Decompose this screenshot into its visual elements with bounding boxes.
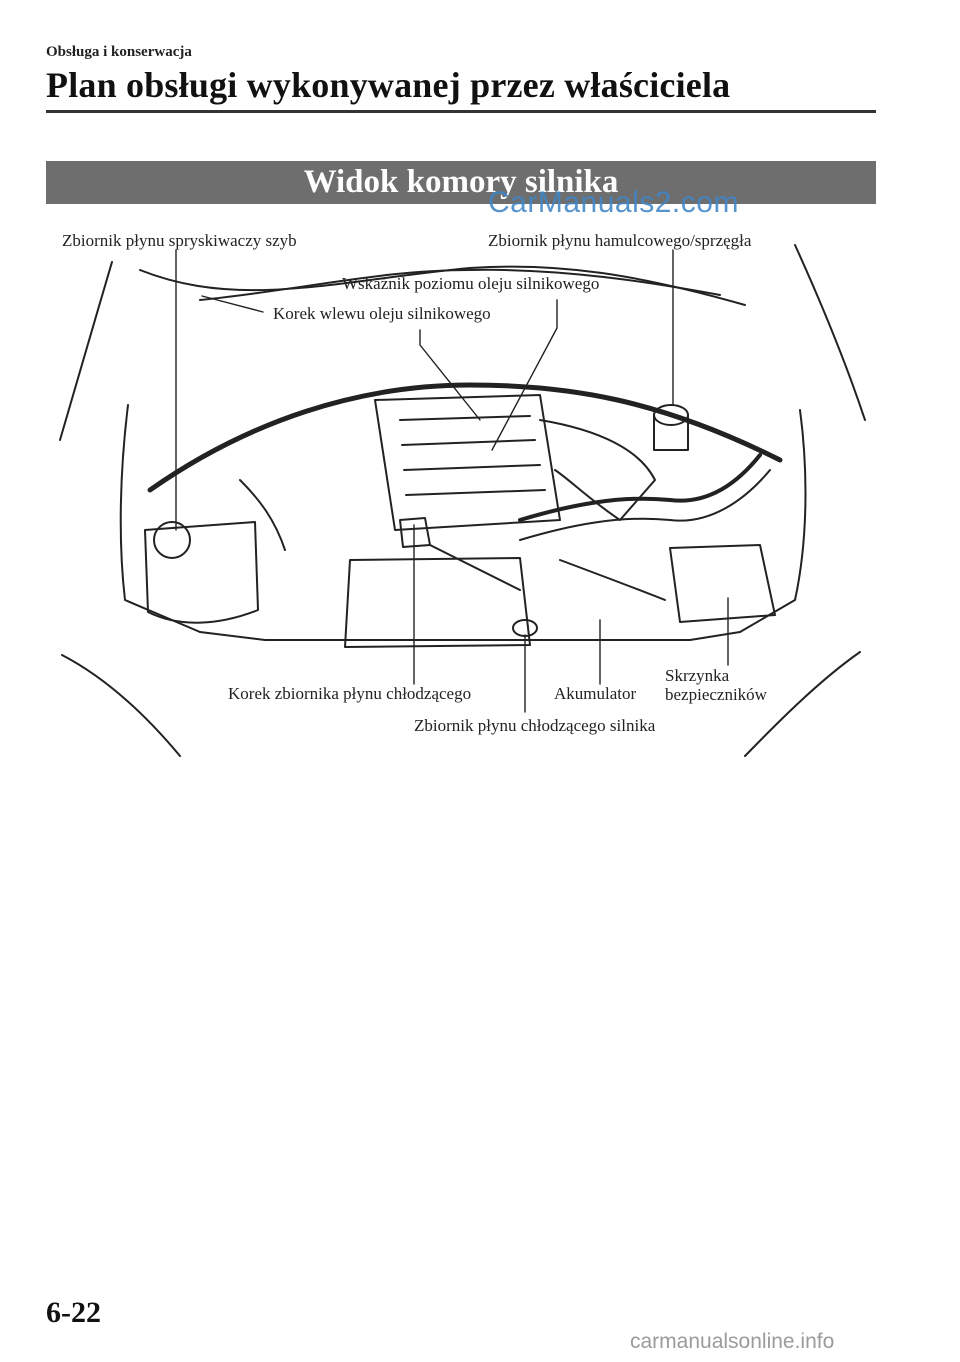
hood-outline-right <box>795 245 865 420</box>
hose-mid <box>430 545 520 590</box>
leader-oil-filler-cap <box>420 330 480 420</box>
fuse-box-body <box>670 545 775 622</box>
section-banner: Widok komory silnika <box>46 161 876 204</box>
leader-oil-dipstick <box>492 300 557 450</box>
label-washer-reservoir: Zbiornik płynu spryskiwaczy szyb <box>62 231 297 250</box>
label-battery: Akumulator <box>554 684 637 703</box>
label-fuse-box-line1: Skrzynka <box>665 666 730 685</box>
fender-left <box>121 405 200 632</box>
leader-oil-cover-link <box>202 296 263 312</box>
section-label: Obsługa i konserwacja <box>46 44 192 60</box>
air-intake-duct <box>520 455 760 520</box>
hose-right <box>560 560 665 600</box>
coolant-cap-fitting <box>400 518 430 547</box>
washer-reservoir-body <box>145 522 258 623</box>
watermark-carmanuals2: CarManuals2.com <box>488 186 739 219</box>
hood-outline-left <box>60 262 112 440</box>
bumper-left <box>62 655 180 756</box>
page-number: 6-22 <box>46 1296 101 1329</box>
cam-cover-ridges <box>400 416 545 495</box>
page-title: Plan obsługi wykonywanej przez właściciela <box>46 65 731 105</box>
front-crossmember <box>200 632 740 640</box>
label-oil-filler-cap: Korek wlewu oleju silnikowego <box>273 304 491 323</box>
label-coolant-reservoir: Zbiornik płynu chłodzącego silnika <box>414 716 656 735</box>
footer-watermark: carmanualsonline.info <box>630 1330 835 1353</box>
label-fuse-box-line2: bezpieczników <box>665 685 767 704</box>
cam-cover <box>375 395 560 530</box>
label-brake-clutch-reservoir: Zbiornik płynu hamulcowego/sprzęgła <box>488 231 752 250</box>
label-oil-dipstick: Wskaźnik poziomu oleju silnikowego <box>342 274 600 293</box>
hose-left <box>240 480 285 550</box>
coolant-reservoir-cap <box>513 620 537 636</box>
battery-body <box>345 558 530 647</box>
label-coolant-cap: Korek zbiornika płynu chłodzącego <box>228 684 472 703</box>
